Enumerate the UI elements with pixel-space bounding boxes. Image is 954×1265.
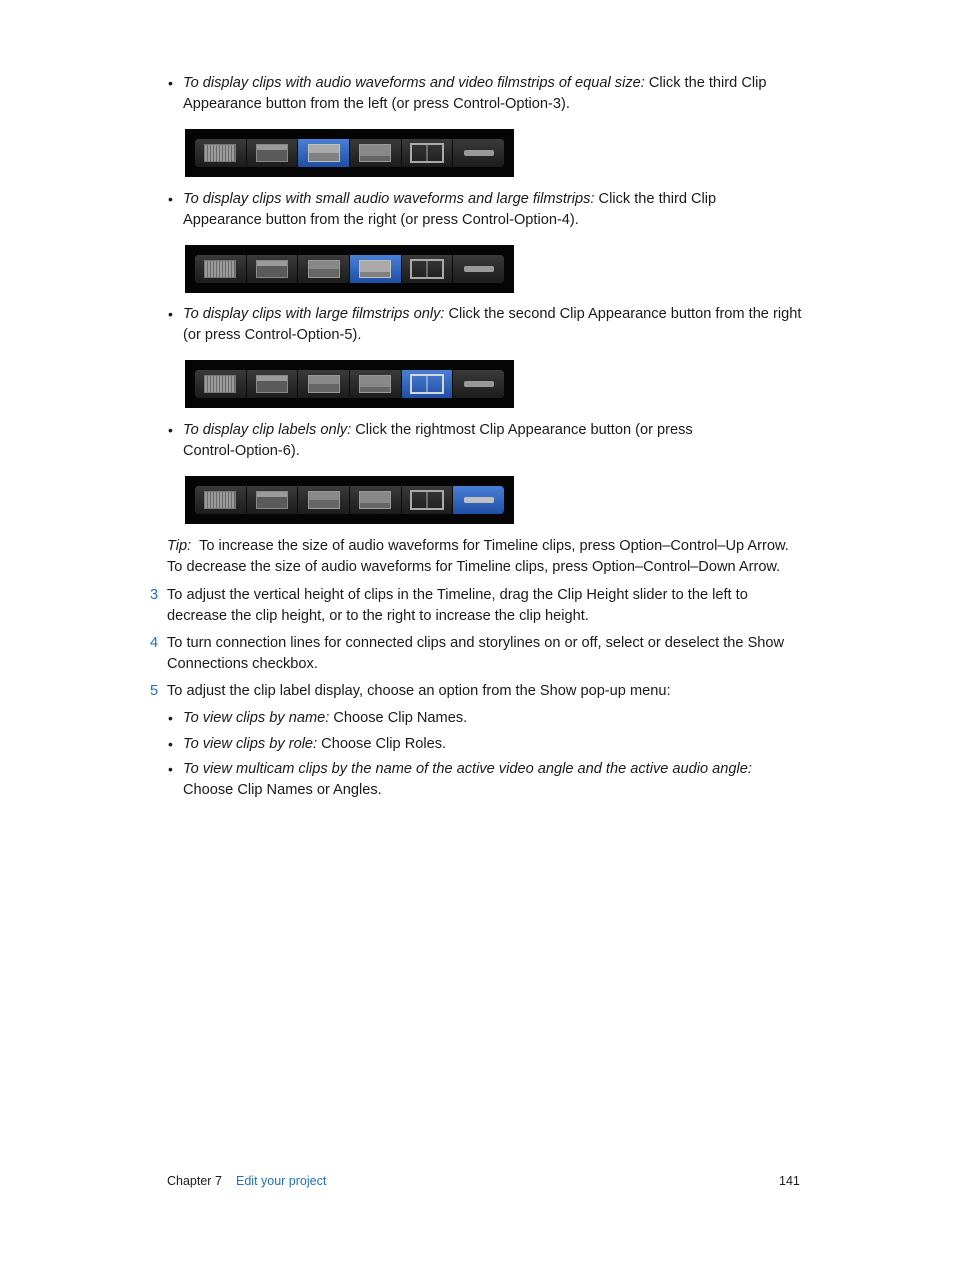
- footer-chapter-link[interactable]: Edit your project: [236, 1174, 327, 1188]
- tip-body: To increase the size of audio waveforms for Timeline clips, press Option–Control–Up Arrow. To decrease the size of audio waveforms for Timeline clips, press Option–Control–Down Arrow.: [167, 538, 789, 575]
- bullet-marker: •: [168, 75, 173, 91]
- bullet-text: [183, 420, 703, 462]
- tip-label: Tip:: [167, 538, 192, 554]
- clip-appearance-button: [195, 486, 247, 514]
- bullet-body: Click the rightmost Clip Appearance button (or press Control-Option-6).: [183, 422, 693, 459]
- clip-appearance-toolbar-image: [185, 245, 514, 293]
- bullet-body: Choose Clip Roles.: [317, 736, 447, 752]
- tip-paragraph: [167, 536, 807, 578]
- clip-appearance-button: [247, 370, 299, 398]
- clip-appearance-button: [195, 139, 247, 167]
- clip-appearance-button: [298, 255, 350, 283]
- large-waveform-small-filmstrip-icon: [256, 375, 288, 393]
- clip-appearance-button: [402, 255, 454, 283]
- bullet-text: [183, 304, 803, 346]
- clip-appearance-toolbar-image: [185, 360, 514, 408]
- step-number: 3: [150, 587, 159, 603]
- clip-appearance-button: [298, 139, 350, 167]
- small-waveform-large-filmstrip-icon: [359, 491, 391, 509]
- clip-appearance-button: [350, 139, 402, 167]
- step-number: 5: [150, 683, 159, 699]
- labels-only-icon: [464, 150, 494, 156]
- large-waveform-small-filmstrip-icon: [256, 144, 288, 162]
- bullet-body: Click the third Clip Appearance button from the left (or press Control-Option-3).: [183, 75, 767, 112]
- step-text: To turn connection lines for connected clips and storylines on or off, select or deselect the Show Connections checkbox.: [167, 635, 785, 672]
- large-waveform-small-filmstrip-icon: [256, 491, 288, 509]
- bullet-marker: •: [168, 191, 173, 207]
- clip-appearance-button: [402, 370, 454, 398]
- step-number: 4: [150, 635, 159, 651]
- labels-only-icon: [464, 381, 494, 387]
- bullet-marker: •: [168, 710, 173, 726]
- bullet-body: Choose Clip Names.: [329, 710, 468, 726]
- small-waveform-large-filmstrip-icon: [359, 144, 391, 162]
- filmstrip-only-icon: [410, 374, 444, 394]
- clip-appearance-button: [195, 370, 247, 398]
- clip-appearance-button: [453, 139, 504, 167]
- clip-appearance-button-strip: [195, 255, 504, 283]
- clip-appearance-button: [350, 486, 402, 514]
- small-waveform-large-filmstrip-icon: [359, 375, 391, 393]
- clip-appearance-button: [350, 370, 402, 398]
- clip-appearance-toolbar-image: [185, 129, 514, 177]
- bullet-marker: •: [168, 306, 173, 322]
- bullet-text: [183, 189, 793, 231]
- labels-only-icon: [464, 497, 494, 503]
- filmstrip-only-icon: [410, 259, 444, 279]
- waveform-only-icon: [204, 491, 236, 509]
- clip-appearance-button: [453, 370, 504, 398]
- clip-appearance-button: [402, 139, 454, 167]
- clip-appearance-button: [247, 255, 299, 283]
- bullet-body: Choose Clip Names or Angles.: [183, 782, 382, 798]
- equal-waveform-filmstrip-icon: [308, 260, 340, 278]
- filmstrip-only-icon: [410, 143, 444, 163]
- bullet-marker: •: [168, 736, 173, 752]
- bullet-text: [183, 734, 803, 755]
- clip-appearance-button: [453, 486, 504, 514]
- small-waveform-large-filmstrip-icon: [359, 260, 391, 278]
- clip-appearance-button-strip: [195, 370, 504, 398]
- waveform-only-icon: [204, 260, 236, 278]
- filmstrip-only-icon: [410, 490, 444, 510]
- bullet-lead: To view clips by role:: [183, 736, 318, 752]
- step-text: To adjust the vertical height of clips in the Timeline, drag the Clip Height slider to the left to decrease the clip height, or to the right to increase the clip height.: [167, 587, 748, 624]
- clip-appearance-toolbar-image: [185, 476, 514, 524]
- bullet-marker: •: [168, 761, 173, 777]
- clip-appearance-button-strip: [195, 139, 504, 167]
- bullet-text: [183, 759, 798, 801]
- footer-chapter: Chapter 7: [167, 1174, 222, 1188]
- clip-appearance-button: [402, 486, 454, 514]
- clip-appearance-button: [195, 255, 247, 283]
- step-text: To adjust the clip label display, choose an option from the Show pop-up menu:: [167, 683, 671, 699]
- clip-appearance-button: [350, 255, 402, 283]
- bullet-body: Click the third Clip Appearance button from the right (or press Control-Option-4).: [183, 191, 717, 228]
- clip-appearance-button: [453, 255, 504, 283]
- bullet-lead: To display clips with large filmstrips only:: [183, 306, 445, 322]
- bullet-lead: To view multicam clips by the name of the active video angle and the active audio angle:: [183, 761, 752, 777]
- equal-waveform-filmstrip-icon: [308, 375, 340, 393]
- clip-appearance-button: [298, 486, 350, 514]
- bullet-marker: •: [168, 422, 173, 438]
- clip-appearance-button-strip: [195, 486, 504, 514]
- labels-only-icon: [464, 266, 494, 272]
- large-waveform-small-filmstrip-icon: [256, 260, 288, 278]
- clip-appearance-button: [247, 486, 299, 514]
- waveform-only-icon: [204, 375, 236, 393]
- bullet-body: Click the second Clip Appearance button from the right (or press Control-Option-5).: [183, 306, 802, 343]
- equal-waveform-filmstrip-icon: [308, 144, 340, 162]
- waveform-only-icon: [204, 144, 236, 162]
- page-number: 141: [779, 1174, 800, 1188]
- bullet-text: [183, 708, 803, 729]
- bullet-lead: To view clips by name:: [183, 710, 330, 726]
- bullet-lead: To display clips with audio waveforms and video filmstrips of equal size:: [183, 75, 645, 91]
- clip-appearance-button: [298, 370, 350, 398]
- clip-appearance-button: [247, 139, 299, 167]
- equal-waveform-filmstrip-icon: [308, 491, 340, 509]
- bullet-lead: To display clip labels only:: [183, 422, 352, 438]
- bullet-text: [183, 73, 773, 115]
- bullet-lead: To display clips with small audio waveforms and large filmstrips:: [183, 191, 595, 207]
